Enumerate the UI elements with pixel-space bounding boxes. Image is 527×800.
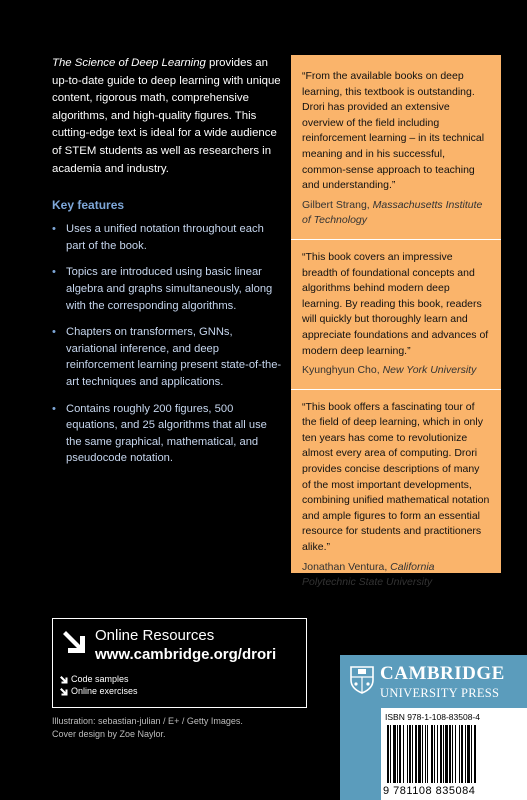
intro-paragraph (52, 55, 284, 178)
barcode-icon (385, 725, 523, 783)
feature-text: Chapters on transformers, GNNs, variational inference, and deep reinforcement learning present state-of-the-art techniques and applications. (66, 326, 282, 388)
bullet-icon: • (52, 223, 56, 236)
feature-text: Uses a unified notation throughout each part of the book. (66, 223, 264, 252)
design-credit: Cover design by Zoe Naylor. (52, 728, 166, 739)
review-quote: “From the available books on deep learning, this textbook is outstanding. Drori has provided an extensive overview of the field including reinforcement learning – in its technical meaning and in his successful, common-sense approach to teaching and understanding.” (302, 70, 485, 192)
reviewer-affiliation: Massachusetts Institute of Technology (302, 198, 483, 227)
illustration-credit: Illustration: sebastian-julian / E+ / Getty Images. (52, 716, 243, 726)
key-features-heading: Key features (52, 198, 125, 213)
online-resource-label: Online exercises (71, 686, 138, 696)
publisher-subname: UNIVERSITY PRESS (380, 686, 500, 700)
feature-item (52, 221, 284, 254)
bullet-icon: • (52, 326, 56, 339)
reviewer-name: Jonathan Ventura, (302, 560, 391, 573)
small-arrow-icon (60, 688, 68, 696)
book-title: The Science of Deep Learning (52, 57, 206, 69)
cambridge-crest-icon (350, 666, 374, 694)
online-resources-box (52, 618, 307, 708)
reviewer-affiliation: California Polytechnic State University (302, 560, 435, 589)
feature-item (52, 401, 284, 467)
feature-item (52, 264, 284, 314)
bullet-icon: • (52, 266, 56, 279)
online-resource-label: Code samples (71, 674, 129, 684)
arrow-down-right-icon (60, 628, 88, 656)
review-quote: “This book covers an impressive breadth of foundational concepts and algorithms behind modern deep learning. By reading this book, readers will quickly but thoroughly learn and appreciate foundations and advances of modern deep learning.” (302, 250, 489, 357)
reviewer-affiliation: New York University (382, 364, 477, 377)
small-arrow-icon (60, 676, 68, 684)
description-column (52, 55, 284, 477)
review-attribution (302, 363, 490, 379)
online-resources-title: Online Resources (95, 627, 215, 644)
online-resource-item (60, 686, 138, 696)
intro-text: provides an up-to-date guide to deep learning with unique content, rigorous math, comprehensive algorithms, and high-quality figures. This cutting-edge text is ideal for a wide audience of STEM students as well as researchers in academia and industry. (52, 57, 281, 175)
online-resource-item (60, 674, 129, 684)
feature-text: Contains roughly 200 figures, 500 equations, and 25 algorithms that all use the same graphical, mathematical, and pseudocode notation. (66, 402, 267, 465)
reviews-box (291, 55, 501, 589)
reviewer-name: Gilbert Strang, (302, 198, 373, 211)
publisher-name: CAMBRIDGE (380, 663, 505, 684)
isbn-label: ISBN 978-1-108-83508-4 (385, 712, 480, 722)
review-divider (291, 239, 501, 240)
review-quote: “This book offers a fascinating tour of the field of deep learning, which in only ten years has come to revolutionize almost every area of computing. Drori provides concise descriptions of many of the most important developments, combining unified mathematical notation and ample figures to form an essential resource for students and practitioners alike.” (302, 400, 490, 554)
barcode-number: 9 781108 835084 (383, 785, 476, 797)
online-resources-url[interactable]: www.cambridge.org/drori (95, 646, 277, 663)
barcode-panel (381, 708, 527, 800)
credits (52, 715, 243, 740)
review-attribution (302, 198, 490, 229)
feature-item (52, 324, 284, 390)
bullet-icon: • (52, 402, 56, 415)
key-features-list (52, 221, 284, 467)
feature-text: Topics are introduced using basic linear algebra and graphs simultaneously, along with the corresponding algorithms. (66, 266, 273, 312)
review-attribution (302, 560, 490, 591)
review-divider (291, 389, 501, 390)
reviewer-name: Kyunghyun Cho, (302, 364, 383, 377)
